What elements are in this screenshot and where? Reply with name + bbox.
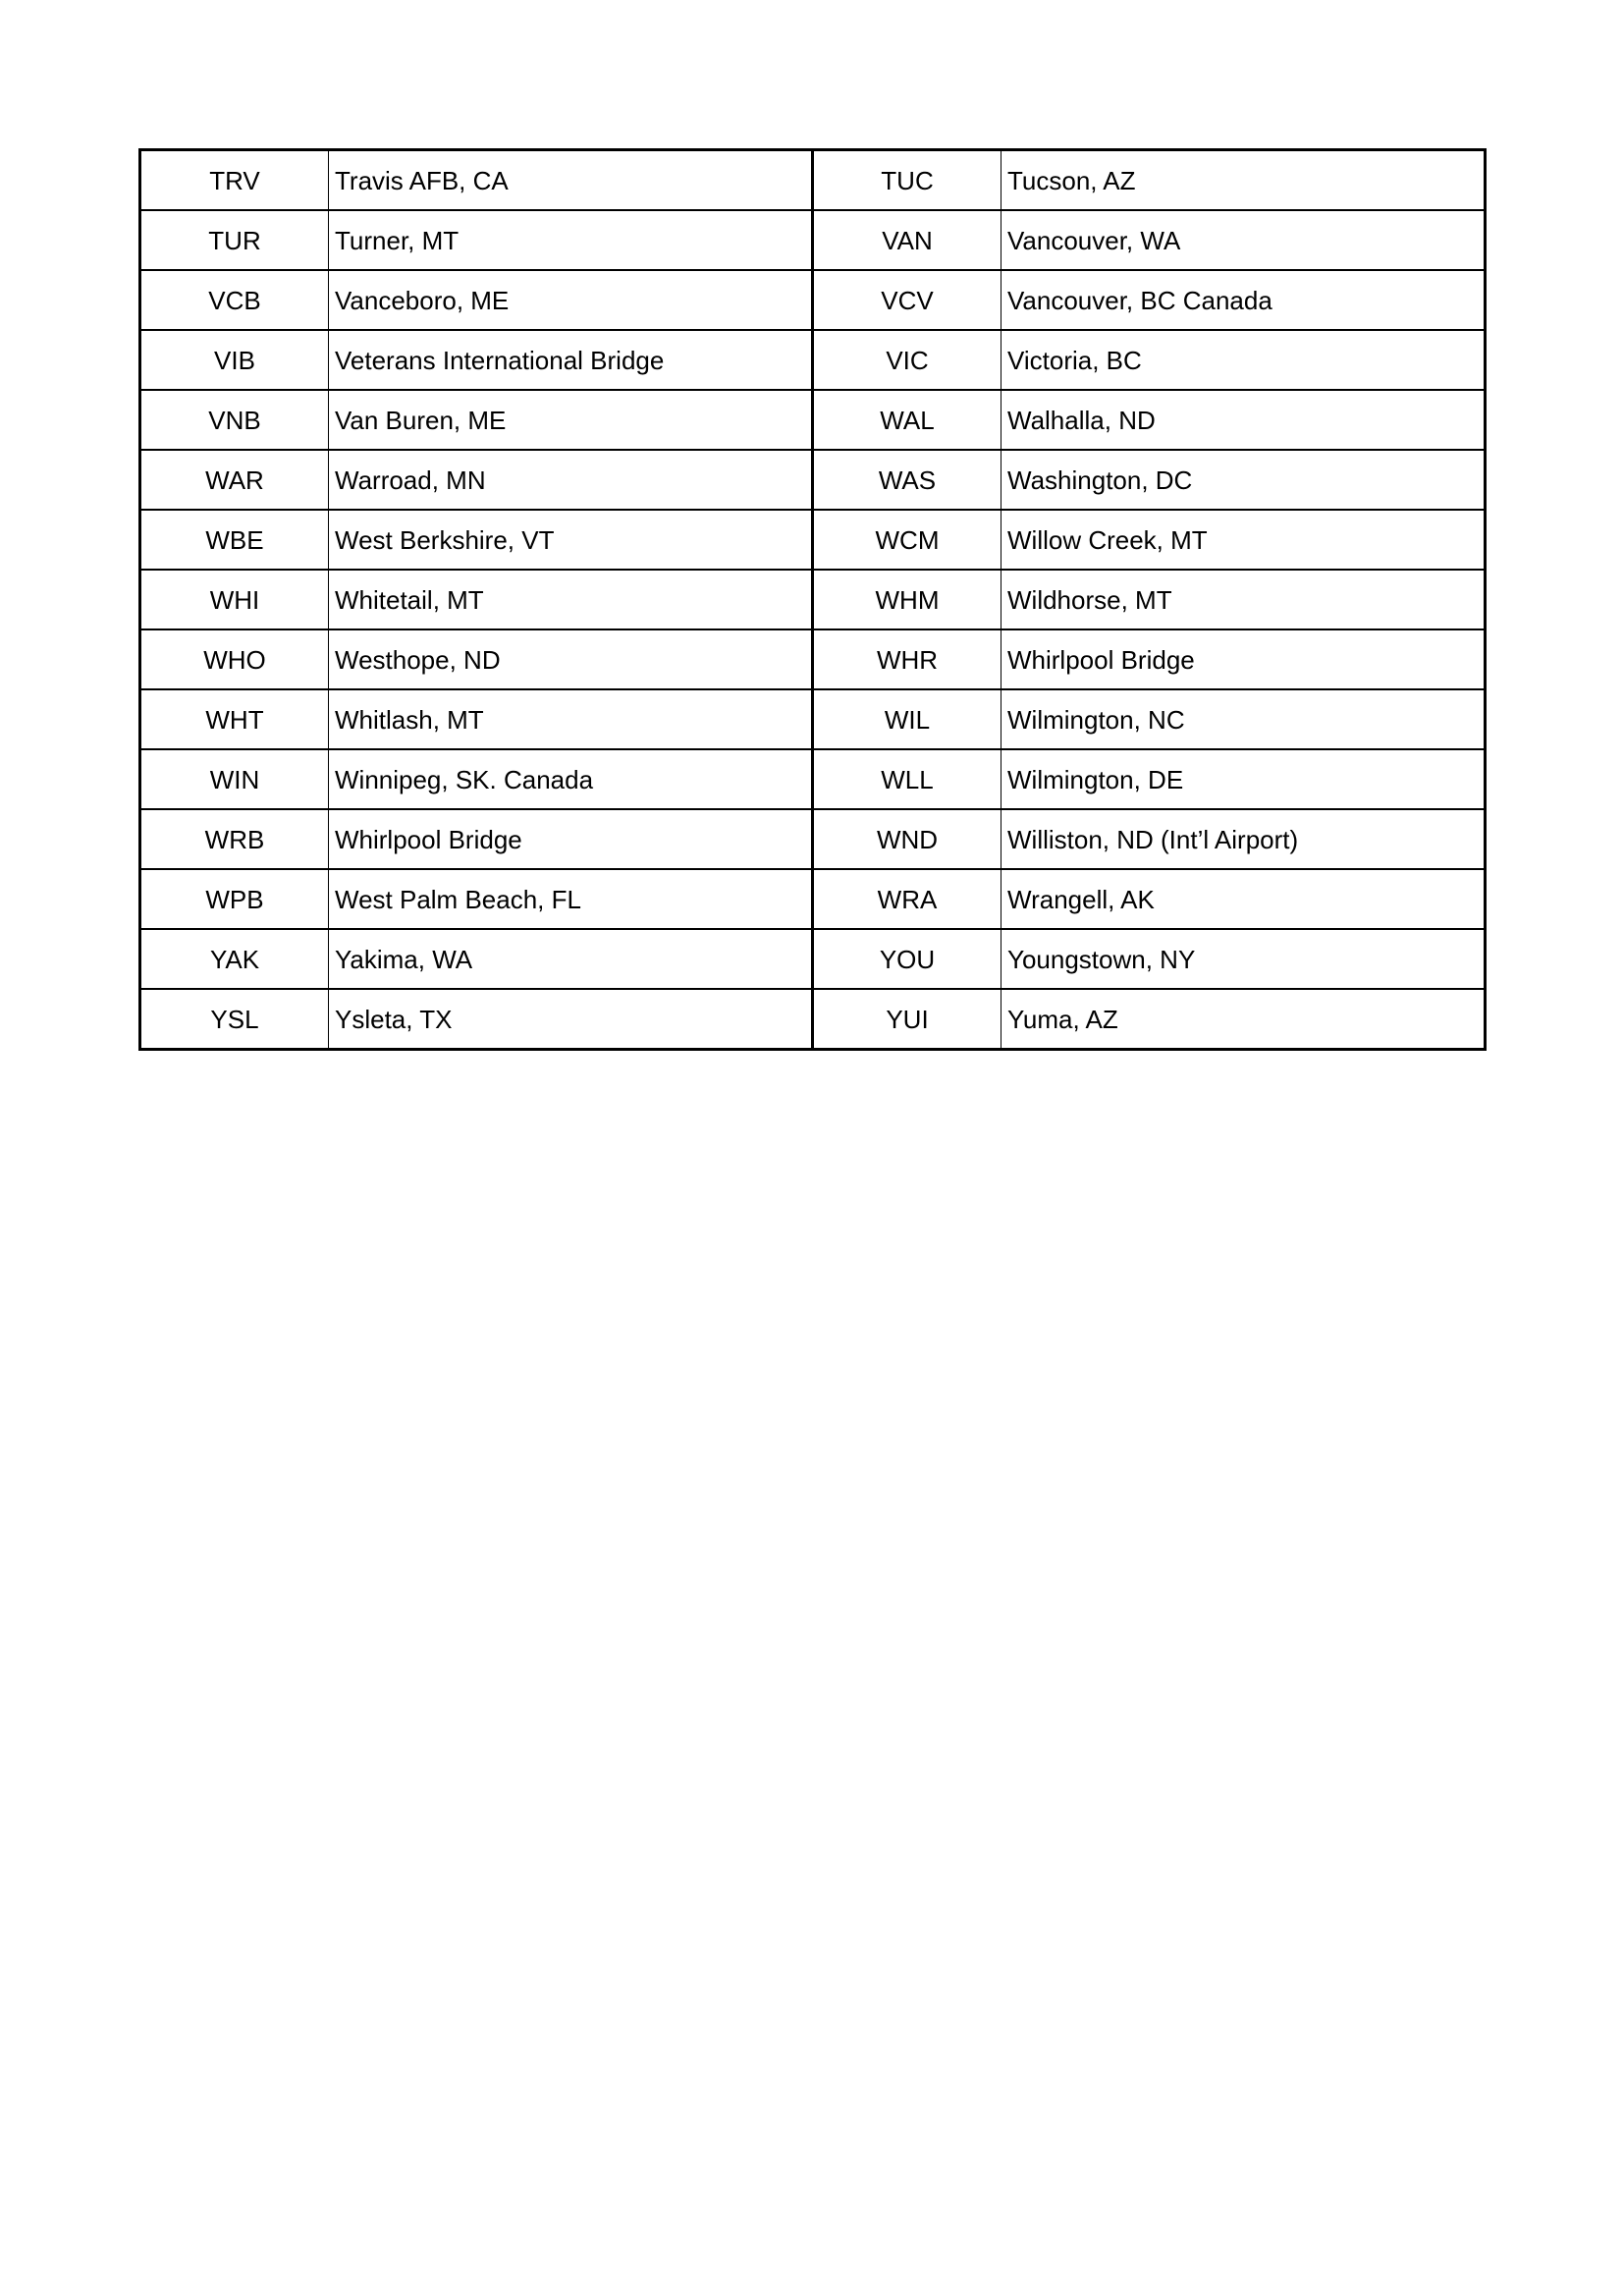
right-location-cell: Vancouver, BC Canada xyxy=(1001,270,1486,330)
right-location-cell: Vancouver, WA xyxy=(1001,210,1486,270)
left-location-cell: Whirlpool Bridge xyxy=(329,809,813,869)
left-code-cell: TUR xyxy=(140,210,329,270)
left-code-cell: WHO xyxy=(140,629,329,689)
left-code-cell: WHT xyxy=(140,689,329,749)
right-location-cell: Victoria, BC xyxy=(1001,330,1486,390)
right-code-cell: WAS xyxy=(813,450,1001,510)
table-row xyxy=(140,809,1486,869)
left-location-cell: Whitetail, MT xyxy=(329,570,813,629)
left-location-cell: Warroad, MN xyxy=(329,450,813,510)
right-location-cell: Wildhorse, MT xyxy=(1001,570,1486,629)
left-location-cell: West Palm Beach, FL xyxy=(329,869,813,929)
table-row xyxy=(140,330,1486,390)
left-code-cell: WHI xyxy=(140,570,329,629)
left-location-cell: Yakima, WA xyxy=(329,929,813,989)
left-location-cell: Vanceboro, ME xyxy=(329,270,813,330)
right-code-cell: VAN xyxy=(813,210,1001,270)
left-code-cell: WBE xyxy=(140,510,329,570)
table-row xyxy=(140,989,1486,1050)
right-location-cell: Wrangell, AK xyxy=(1001,869,1486,929)
table-row xyxy=(140,629,1486,689)
right-code-cell: VCV xyxy=(813,270,1001,330)
right-code-cell: YOU xyxy=(813,929,1001,989)
table-row xyxy=(140,689,1486,749)
right-location-cell: Youngstown, NY xyxy=(1001,929,1486,989)
right-location-cell: Willow Creek, MT xyxy=(1001,510,1486,570)
table-row xyxy=(140,929,1486,989)
right-code-cell: WRA xyxy=(813,869,1001,929)
right-code-cell: WIL xyxy=(813,689,1001,749)
right-location-cell: Tucson, AZ xyxy=(1001,150,1486,211)
right-location-cell: Walhalla, ND xyxy=(1001,390,1486,450)
right-code-cell: WLL xyxy=(813,749,1001,809)
right-location-cell: Whirlpool Bridge xyxy=(1001,629,1486,689)
left-code-cell: YAK xyxy=(140,929,329,989)
left-location-cell: West Berkshire, VT xyxy=(329,510,813,570)
right-location-cell: Wilmington, NC xyxy=(1001,689,1486,749)
left-location-cell: Veterans International Bridge xyxy=(329,330,813,390)
table-row xyxy=(140,150,1486,211)
left-code-cell: WAR xyxy=(140,450,329,510)
left-location-cell: Travis AFB, CA xyxy=(329,150,813,211)
right-location-cell: Washington, DC xyxy=(1001,450,1486,510)
table-row xyxy=(140,570,1486,629)
left-code-cell: VNB xyxy=(140,390,329,450)
right-code-cell: WHM xyxy=(813,570,1001,629)
right-code-cell: WCM xyxy=(813,510,1001,570)
right-code-cell: WND xyxy=(813,809,1001,869)
right-code-cell: TUC xyxy=(813,150,1001,211)
table-row xyxy=(140,270,1486,330)
left-location-cell: Ysleta, TX xyxy=(329,989,813,1050)
left-code-cell: TRV xyxy=(140,150,329,211)
left-code-cell: WPB xyxy=(140,869,329,929)
table-row xyxy=(140,869,1486,929)
left-location-cell: Winnipeg, SK. Canada xyxy=(329,749,813,809)
right-code-cell: WAL xyxy=(813,390,1001,450)
location-code-table xyxy=(138,148,1487,1051)
left-location-cell: Turner, MT xyxy=(329,210,813,270)
left-code-cell: VIB xyxy=(140,330,329,390)
right-code-cell: VIC xyxy=(813,330,1001,390)
left-location-cell: Westhope, ND xyxy=(329,629,813,689)
table-row xyxy=(140,510,1486,570)
left-location-cell: Whitlash, MT xyxy=(329,689,813,749)
left-code-cell: WIN xyxy=(140,749,329,809)
left-code-cell: WRB xyxy=(140,809,329,869)
location-code-table-body xyxy=(140,150,1486,1050)
left-location-cell: Van Buren, ME xyxy=(329,390,813,450)
table-row xyxy=(140,450,1486,510)
left-code-cell: YSL xyxy=(140,989,329,1050)
right-code-cell: YUI xyxy=(813,989,1001,1050)
table-row xyxy=(140,749,1486,809)
right-location-cell: Wilmington, DE xyxy=(1001,749,1486,809)
table-row xyxy=(140,210,1486,270)
table-row xyxy=(140,390,1486,450)
right-code-cell: WHR xyxy=(813,629,1001,689)
left-code-cell: VCB xyxy=(140,270,329,330)
right-location-cell: Yuma, AZ xyxy=(1001,989,1486,1050)
right-location-cell: Williston, ND (Int’l Airport) xyxy=(1001,809,1486,869)
